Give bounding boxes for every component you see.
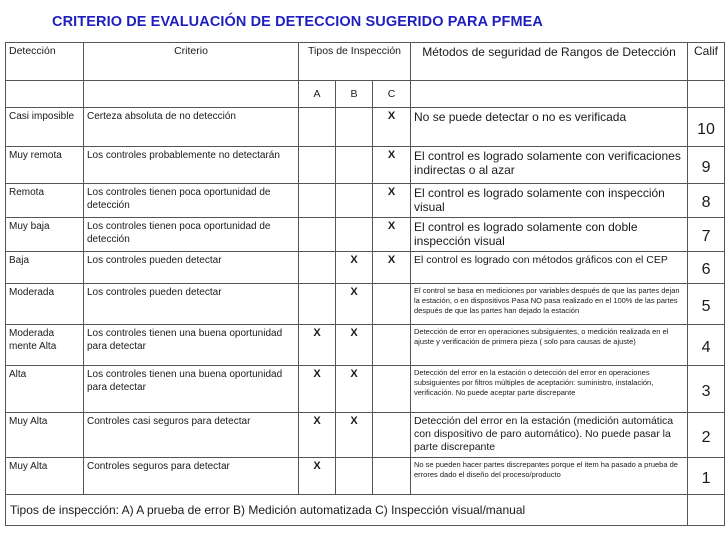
header-blank-1 (6, 81, 84, 108)
inspection-c-cell: X (373, 108, 411, 147)
table-row (6, 325, 725, 366)
criterio-cell: Los controles pueden detectar (84, 252, 299, 284)
inspection-b-cell (336, 108, 373, 147)
header-criterio: Criterio (84, 43, 299, 81)
inspection-a-cell: X (299, 413, 336, 458)
metodo-cell: Detección del error en la estación (medición automática con dispositivo de paro automático). No puede pasar la parte discrepante (411, 413, 688, 458)
footer-legend: Tipos de inspección: A) A prueba de error B) Medición automatizada C) Inspección visual/manual (6, 495, 688, 526)
table-row (6, 413, 725, 458)
table-row (6, 366, 725, 413)
metodo-cell: Detección de error en operaciones subsiguientes, o medición realizada en el ajuste y verificación de primera pieza ( solo para causas de ajuste) (411, 325, 688, 366)
calif-cell: 2 (688, 413, 725, 458)
deteccion-cell: Muy Alta (6, 458, 84, 495)
footer-blank (688, 495, 725, 526)
criterio-cell: Los controles pueden detectar (84, 284, 299, 325)
header-blank-4 (688, 81, 725, 108)
deteccion-cell: Moderada mente Alta (6, 325, 84, 366)
inspection-c-cell: X (373, 218, 411, 252)
criterio-cell: Los controles tienen poca oportunidad de detección (84, 184, 299, 218)
criterio-cell: Los controles probablemente no detectarán (84, 147, 299, 184)
inspection-c-cell (373, 325, 411, 366)
inspection-c-cell (373, 413, 411, 458)
metodo-cell: No se puede detectar o no es verificada (411, 108, 688, 147)
criterio-cell: Los controles tienen poca oportunidad de detección (84, 218, 299, 252)
inspection-b-cell (336, 147, 373, 184)
deteccion-cell: Remota (6, 184, 84, 218)
criterio-cell: Certeza absoluta de no detección (84, 108, 299, 147)
inspection-b-cell: X (336, 413, 373, 458)
header-blank-2 (84, 81, 299, 108)
inspection-a-cell (299, 108, 336, 147)
calif-cell: 6 (688, 252, 725, 284)
inspection-b-cell: X (336, 325, 373, 366)
calif-cell: 7 (688, 218, 725, 252)
criterio-cell: Los controles tienen una buena oportunidad para detectar (84, 325, 299, 366)
inspection-a-cell (299, 184, 336, 218)
inspection-a-cell: X (299, 458, 336, 495)
metodo-cell: No se pueden hacer partes discrepantes porque el item ha pasado a prueba de errores dado el diseño del proceso/producto (411, 458, 688, 495)
calif-cell: 1 (688, 458, 725, 495)
inspection-a-cell (299, 284, 336, 325)
inspection-a-cell (299, 147, 336, 184)
calif-cell: 9 (688, 147, 725, 184)
detection-criteria-table (5, 42, 725, 526)
header-c: C (373, 81, 411, 108)
header-a: A (299, 81, 336, 108)
table-row (6, 458, 725, 495)
inspection-c-cell (373, 284, 411, 325)
inspection-b-cell: X (336, 252, 373, 284)
metodo-cell: Detección del error en la estación o detección del error en operaciones subsiguientes por filtros múltiples de aceptación: suministro, instalación, verificación. No puede aceptar parte discrepante (411, 366, 688, 413)
inspection-b-cell: X (336, 284, 373, 325)
inspection-b-cell (336, 458, 373, 495)
inspection-c-cell: X (373, 147, 411, 184)
table-row (6, 218, 725, 252)
deteccion-cell: Casi imposible (6, 108, 84, 147)
inspection-b-cell: X (336, 366, 373, 413)
header-metodos: Métodos de seguridad de Rangos de Detección (411, 43, 688, 81)
deteccion-cell: Alta (6, 366, 84, 413)
header-b: B (336, 81, 373, 108)
table-row (6, 108, 725, 147)
deteccion-cell: Baja (6, 252, 84, 284)
table-row (6, 284, 725, 325)
calif-cell: 4 (688, 325, 725, 366)
table-row (6, 252, 725, 284)
metodo-cell: El control se basa en mediciones por variables después de que las partes dejan la estación, o en dispositivos Pasa NO pasa realizado en el 100% de las partes después de que las partes han dejado la estación (411, 284, 688, 325)
metodo-cell: El control es logrado solamente con inspección visual (411, 184, 688, 218)
criterio-cell: Controles casi seguros para detectar (84, 413, 299, 458)
inspection-b-cell (336, 218, 373, 252)
deteccion-cell: Muy remota (6, 147, 84, 184)
deteccion-cell: Moderada (6, 284, 84, 325)
inspection-a-cell (299, 252, 336, 284)
header-calif: Calif (688, 43, 725, 81)
inspection-c-cell: X (373, 252, 411, 284)
inspection-c-cell (373, 366, 411, 413)
table-row (6, 184, 725, 218)
calif-cell: 5 (688, 284, 725, 325)
calif-cell: 8 (688, 184, 725, 218)
inspection-a-cell: X (299, 366, 336, 413)
criterio-cell: Los controles tienen una buena oportunidad para detectar (84, 366, 299, 413)
inspection-b-cell (336, 184, 373, 218)
page-title: CRITERIO DE EVALUACIÓN DE DETECCION SUGERIDO PARA PFMEA (52, 14, 544, 30)
inspection-a-cell: X (299, 325, 336, 366)
table-row (6, 147, 725, 184)
metodo-cell: El control es logrado solamente con verificaciones indirectas o al azar (411, 147, 688, 184)
inspection-c-cell (373, 458, 411, 495)
calif-cell: 10 (688, 108, 725, 147)
header-deteccion: Detección (6, 43, 84, 81)
deteccion-cell: Muy baja (6, 218, 84, 252)
header-blank-3 (411, 81, 688, 108)
metodo-cell: El control es logrado con métodos gráficos con el CEP (411, 252, 688, 284)
inspection-c-cell: X (373, 184, 411, 218)
header-tipos: Tipos de Inspección (299, 43, 411, 81)
calif-cell: 3 (688, 366, 725, 413)
criterio-cell: Controles seguros para detectar (84, 458, 299, 495)
deteccion-cell: Muy Alta (6, 413, 84, 458)
inspection-a-cell (299, 218, 336, 252)
metodo-cell: El control es logrado solamente con doble inspección visual (411, 218, 688, 252)
